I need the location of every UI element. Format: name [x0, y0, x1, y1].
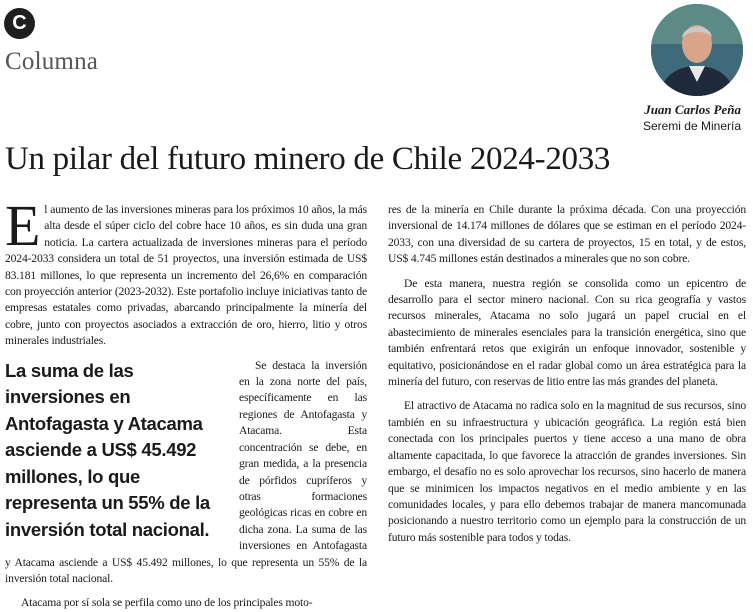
article-headline: Un pilar del futuro minero de Chile 2024-2033 — [5, 141, 611, 177]
author-role: Seremi de Minería — [642, 119, 741, 133]
section-label: Columna — [5, 48, 99, 75]
article-paragraph — [5, 193, 367, 350]
article-paragraph: Se destaca la inversión en la zona norte del país, específicamente en las regiones de Antofagasta y Atacama. Esta concentración se debe, en gran medida, a la presencia de pórfidos cupríferos y otras formaciones geológicas ricas en cobre en dicha zona. La suma de las inversiones en Antofagasta y Atacama asciende a US$ 45.492 millones, lo que representa un 55% de la inversión total nacional. — [5, 358, 367, 585]
author-photo-icon — [651, 4, 743, 96]
author-name: Juan Carlos Peña — [644, 102, 741, 117]
pull-quote: La suma de las inversiones en Antofagasta y Atacama asciende a US$ 45.492 millones, lo que representa un 55% de la inversión total nacional. — [5, 359, 210, 540]
article-column-left — [5, 193, 367, 612]
article-paragraph: De esta manera, nuestra región se consolida como un epicentro de desarrollo para el sector minero nacional. Con su rica geografía y vastos recursos minerales, Atacama no solo jugará un papel crucial en el abastecimiento de minerales esenciales para la transición energética, sino que también enfrentará retos que exigirán un enfoque innovador, sostenible y equitativo, posicionándose en el radar global como un área estratégica para la minería del futuro, con reservas de litio entre las más grandes del planeta. — [388, 276, 746, 389]
paragraph-text: l aumento de las inversiones mineras para los próximos 10 años, la más alta desde el súper ciclo del cobre hace 10 años, es sin duda una gran noticia. La cartera actualizada de inversiones mineras para el período 2024-2033 considera un total de 51 proyectos, una inversión estimada de US$ 83.181 millones, lo que representa un incremento del 26,6% en comparación con proyección anterior (2023-2032). Este portafolio incluye iniciativas tanto de empresas estatales como privadas, abarcando principalmente la minería del cobre, junto con proyectos asociados a extracción de oro, hierro, litio y otros minerales industriales. — [5, 203, 367, 348]
drop-cap: E — [5, 193, 41, 258]
author-portrait — [651, 4, 743, 96]
column-badge: C — [4, 8, 35, 39]
article-column-right — [388, 202, 746, 546]
article-paragraph: Atacama por sí sola se perfila como uno de los principales moto- — [21, 596, 313, 610]
author-block — [643, 101, 741, 135]
article-paragraph: El atractivo de Atacama no radica solo en la magnitud de sus recursos, sino también en su infraestructura y ubicación geográfica. La región está bien conectada con los principales puertos y tiene acceso a una mano de obra altamente capacitada, lo que favorece la atracción de grandes inversiones. Sin embargo, el desafío no es solo aprovechar los recursos, sino hacerlo de manera que se minimicen los impactos negativos en el medio ambiente y en las comunidades locales, y para ello debemos trabajar de manera mancomunada posicionando a nuestro territorio como un ejemplo para la construcción de un futuro más sostenible para todos y todas. — [388, 399, 746, 544]
article-paragraph: res de la minería en Chile durante la próxima década. Con una proyección inversional de 14.174 millones de dólares que se estiman en el período 2024-2033, con una diversidad de su cartera de proyectos, 15 en total, y de estos, US$ 4.745 millones están destinados a minerales que no son cobre. — [388, 203, 746, 266]
